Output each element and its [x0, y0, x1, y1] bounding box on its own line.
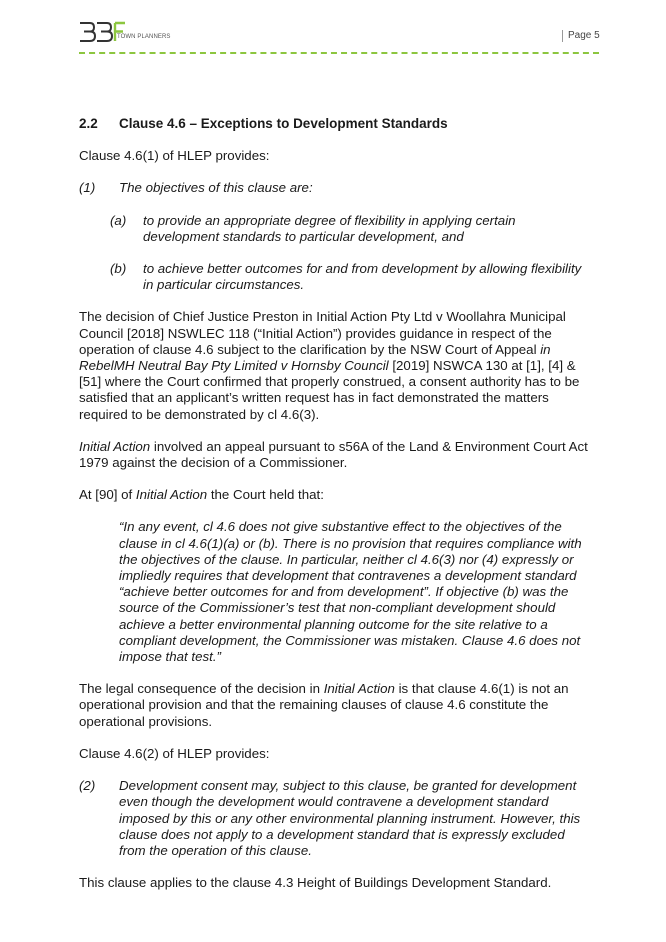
case-name: Initial Action [323, 681, 395, 697]
clause-label: (1) [79, 180, 96, 196]
company-logo [79, 20, 189, 46]
paragraph-3 [79, 439, 591, 471]
court-quote: “In any event, cl 4.6 does not give substantive effect to the objectives of the clause in cl 4.6(1)(a) or (b). There is no provision that requires compliance with the objectives of the clause. In particular, neither cl 4.6(3) nor (4) expressly or impliedly requires that development that contravenes a development standard “achieve better outcomes for and from development”. If objective (b) was the source of the Commissioner’s test that non-compliant development should achieve a better environmental planning outcome for the site relative to a compliant development, the Commissioner was mistaken. Clause 4.6 does not impose that test.” [119, 519, 582, 665]
case-name: Initial Action [79, 438, 151, 454]
document-body [79, 116, 591, 907]
objectives-clause [79, 180, 591, 196]
logo-mark-icon [79, 20, 127, 44]
section-title: Clause 4.6 – Exceptions to Development Standards [119, 116, 448, 131]
section-heading [79, 116, 591, 132]
paragraph-4 [79, 487, 591, 503]
clause-text: The objectives of this clause are: [119, 180, 313, 196]
objective-a-text: to provide an appropriate degree of flexibility in applying certain development standards to particular development, and [143, 212, 516, 244]
objective-b-label: (b) [110, 261, 127, 277]
page-header [0, 0, 666, 60]
paragraph-4-pre: At [90] of [79, 487, 136, 503]
objective-b-text: to achieve better outcomes for and from development by allowing flexibility in particular circumstances. [143, 261, 582, 293]
paragraph-2 [79, 309, 591, 422]
objective-a [110, 213, 591, 245]
paragraph-5-pre: The legal consequence of the decision in [79, 681, 324, 697]
clause-2-text: Development consent may, subject to this clause, be granted for development even though the development would contravene a development standard imposed by this or any other environmental planning instrument. However, this clause does not apply to a development standard that is expressly excluded from the operation of this clause. [119, 778, 581, 858]
paragraph-5-post: is that clause 4.6(1) is not an operational provision and that the remaining clauses of clause 4.6 constitute the operational provisions. [79, 681, 569, 729]
case-name: Initial Action [135, 487, 208, 503]
paragraph-1: Clause 4.6(1) of HLEP provides: [79, 148, 270, 164]
paragraph-3-rest: involved an appeal pursuant to s56A of the Land & Environment Court Act 1979 against the decision of a Commissioner. [79, 438, 588, 471]
header-divider [79, 52, 599, 54]
clause-2-label: (2) [79, 778, 96, 794]
paragraph-2-part1: The decision of Chief Justice Preston in Initial Action Pty Ltd v Woollahra Municipal Council [2018] NSWLEC 118 (“Initial Action”) provides guidance in respect of the operation of clause 4.6 subject to the clarification by the NSW Court of Appeal [79, 309, 566, 357]
paragraph-4-post: the Court held that: [207, 487, 324, 503]
clause-2 [79, 778, 591, 859]
paragraph-2-part2: [2019] NSWCA 130 at [1], [4] & [51] where the Court confirmed that properly construed, a consent authority has to be satisfied that an applicant’s written request has in fact demonstrated the matters required to be demonstrated by cl 4.6(3). [79, 358, 580, 422]
paragraph-7: This clause applies to the clause 4.3 Height of Buildings Development Standard. [79, 875, 552, 891]
logo-text: TOWN PLANNERS [117, 34, 171, 40]
paragraph-6: Clause 4.6(2) of HLEP provides: [79, 745, 270, 761]
paragraph-5 [79, 681, 591, 730]
objective-b [110, 261, 591, 293]
page-number: Page 5 [562, 30, 600, 42]
section-number: 2.2 [79, 116, 98, 131]
objective-a-label: (a) [110, 212, 127, 228]
case-citation: in RebelMH Neutral Bay Pty Limited v Hornsby Council [79, 341, 551, 374]
